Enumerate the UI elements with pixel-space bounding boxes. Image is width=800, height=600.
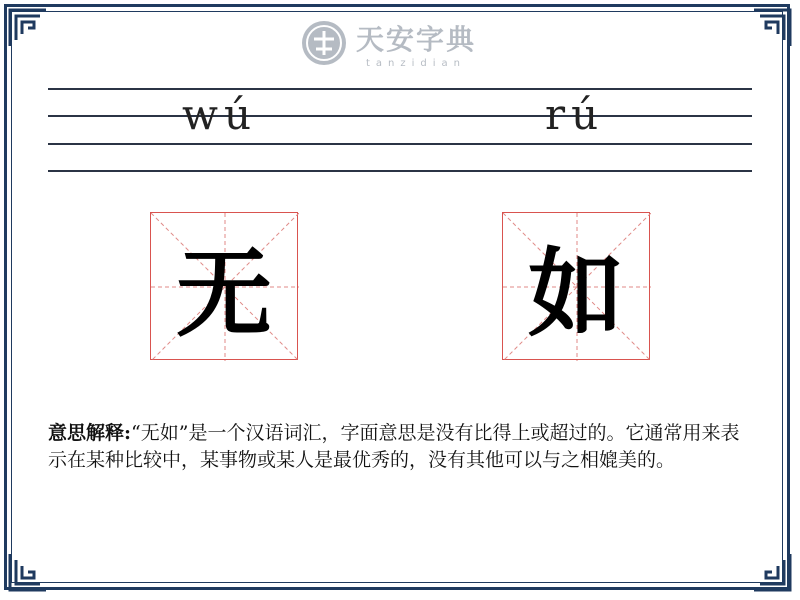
explanation-label: 意思解释: [48, 422, 132, 444]
corner-ornament-icon [752, 552, 792, 592]
explanation-paragraph [48, 420, 748, 474]
character-grid-1 [150, 212, 298, 360]
corner-ornament-icon [8, 552, 48, 592]
logo-title: 天安字典 [356, 22, 477, 56]
pinyin-1: wú [182, 90, 257, 139]
staff-line [48, 88, 752, 90]
site-logo [300, 14, 510, 72]
staff-line [48, 115, 752, 117]
corner-ornament-icon [8, 8, 48, 48]
logo-subtitle: tanzidian [366, 57, 467, 69]
character-2: 如 [528, 237, 624, 350]
seal-icon [300, 19, 348, 67]
explanation-text: “无如”是一个汉语词汇，字面意思是没有比得上或超过的。它通常用来表示在某种比较中，某事物或某人是最优秀的，没有其他可以与之相媲美的。 [48, 422, 740, 471]
pinyin-2: rú [545, 90, 605, 139]
pinyin-staff [48, 88, 752, 172]
corner-ornament-icon [752, 8, 792, 48]
staff-line [48, 143, 752, 145]
character-1: 无 [176, 237, 272, 350]
character-grid-2 [502, 212, 650, 360]
staff-line [48, 170, 752, 172]
